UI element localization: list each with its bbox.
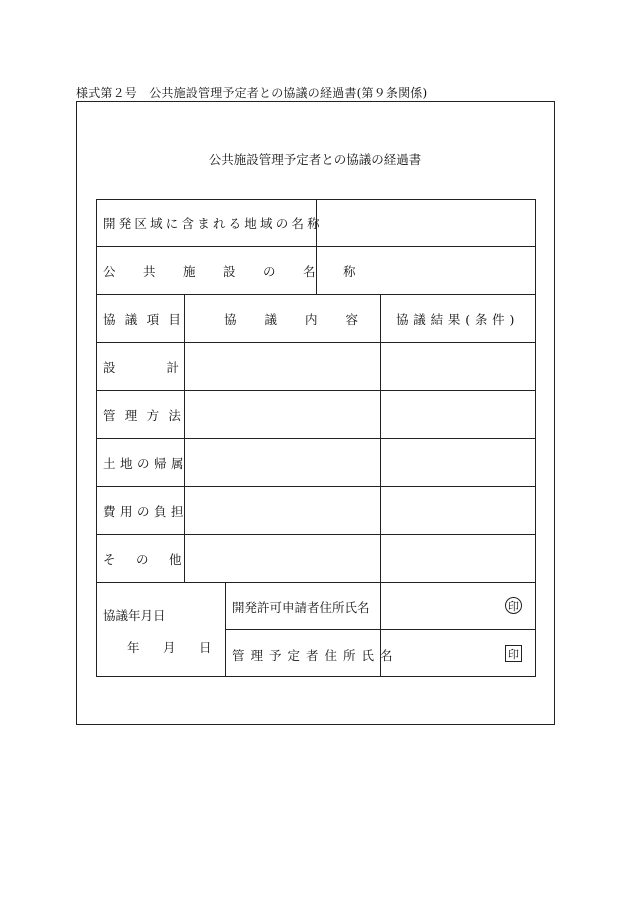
date-day: 日	[199, 640, 212, 655]
header-item: 協議項目	[103, 312, 191, 327]
table-rule	[96, 534, 536, 535]
table-rule	[184, 294, 185, 582]
item-other: その他	[103, 552, 203, 567]
table-rule	[96, 294, 536, 295]
item-management: 管理方法	[103, 408, 191, 423]
header-content: 協議内容	[224, 312, 387, 327]
area-name-text: 開発区域に含まれる地域の名称	[103, 216, 323, 231]
table-rule	[96, 486, 536, 487]
table-rule	[96, 342, 536, 343]
document-title: 公共施設管理予定者との協議の経過書	[208, 152, 422, 167]
item-cost: 費用の負担	[103, 504, 189, 519]
applicant-label: 開発許可申請者住所氏名	[232, 600, 370, 615]
table-rule	[96, 438, 536, 439]
date-month: 月	[163, 640, 176, 655]
manager-label: 管理予定者住所氏名	[232, 648, 399, 663]
table-rule	[225, 582, 226, 677]
table-rule	[96, 390, 536, 391]
consultation-date-label: 協議年月日	[103, 608, 166, 623]
item-land: 土地の帰属	[103, 456, 189, 471]
facility-name-label	[103, 262, 384, 280]
table-rule	[380, 294, 381, 677]
form-number-label: 様式第２号 公共施設管理予定者との協議の経過書(第９条関係)	[76, 86, 428, 100]
date-year: 年	[127, 640, 140, 655]
seal-square-icon: 印	[505, 645, 522, 662]
header-result: 協議結果(条件)	[396, 312, 520, 327]
seal-round-icon: 印	[505, 597, 522, 614]
item-design: 設計	[103, 360, 231, 375]
area-name-label	[103, 214, 323, 232]
table-rule	[96, 582, 536, 583]
facility-name-text: 公共施設の名称	[103, 264, 384, 279]
